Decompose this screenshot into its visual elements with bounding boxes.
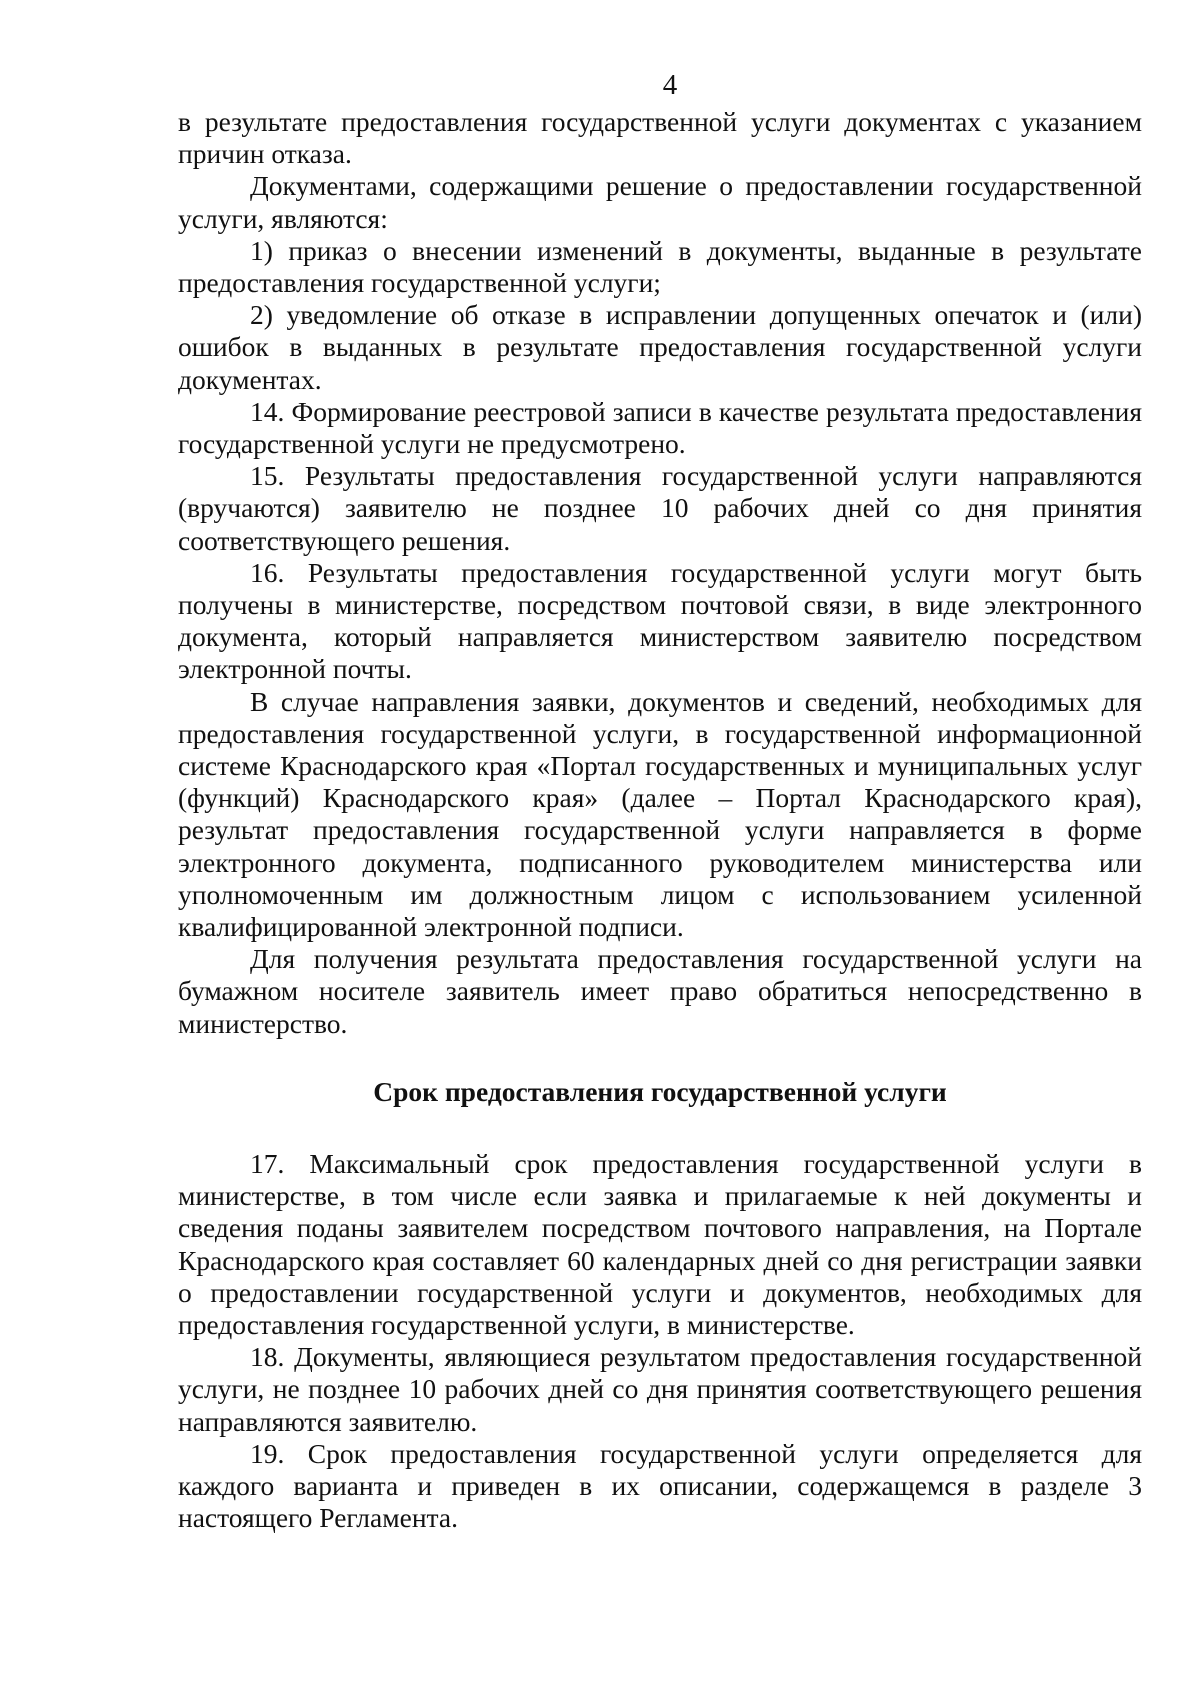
- text-block-before-heading: [178, 106, 1142, 1040]
- paragraph-item-2: 2) уведомление об отказе в исправлении допущенных опечаток и (или) ошибок в выданных в результате предоставления государственной услуги документах.: [178, 299, 1142, 395]
- paragraph-continuation: в результате предоставления государственной услуги документах с указанием причин отказа.: [178, 106, 1142, 170]
- section-heading: Срок предоставления государственной услуги: [373, 1075, 947, 1107]
- text-block-after-heading: [178, 1148, 1142, 1534]
- paragraph-18: 18. Документы, являющиеся результатом предоставления государственной услуги, не позднее 10 рабочих дней со дня принятия соответствующего решения направляются заявителю.: [178, 1341, 1142, 1437]
- paragraph-14: 14. Формирование реестровой записи в качестве результата предоставления государственной услуги не предусмотрено.: [178, 395, 1142, 460]
- paragraph-15: 15. Результаты предоставления государственной услуги направляются (вручаются) заявителю не позднее 10 рабочих дней со дня принятия соответствующего решения.: [178, 460, 1142, 556]
- paragraph-item-1: 1) приказ о внесении изменений в документы, выданные в результате предоставления государственной услуги;: [178, 234, 1142, 299]
- paragraph-16: 16. Результаты предоставления государственной услуги могут быть получены в министерстве, посредством почтовой связи, в виде электронного документа, который направляется министерством заявителю посредством электронной почты.: [178, 556, 1142, 685]
- paragraph-paper-medium: Для получения результата предоставления государственной услуги на бумажном носителе заявитель имеет право обратиться непосредственно в министерство.: [178, 943, 1142, 1039]
- paragraph-19: 19. Срок предоставления государственной услуги определяется для каждого варианта и приведен в их описании, содержащемся в разделе 3 настоящего Регламента.: [178, 1437, 1142, 1534]
- paragraph-17: 17. Максимальный срок предоставления государственной услуги в министерстве, в том числе если заявка и прилагаемые к ней документы и сведения поданы заявителем посредством почтового направления, на Портале Краснодарского края составляет 60 календарных дней со дня регистрации заявки о предоставлении государственной услуги и документов, необходимых для предоставления государственной услуги, в министерстве.: [178, 1147, 1142, 1340]
- document-page: [178, 70, 1142, 1534]
- paragraph-portal: В случае направления заявки, документов и сведений, необходимых для предоставления государственной услуги, в государственной информационной системе Краснодарского края «Портал государственных и муниципальных услуг (функций) Краснодарского края» (далее – Портал Краснодарского края), результат предоставления государственной услуги направляется в форме электронного документа, подписанного руководителем министерства или уполномоченным им должностным лицом с использованием усиленной квалифицированной электронной подписи.: [178, 685, 1142, 943]
- paragraph-result-documents: Документами, содержащими решение о предоставлении государственной услуги, являются:: [178, 170, 1142, 234]
- page-number: 4: [662, 69, 678, 101]
